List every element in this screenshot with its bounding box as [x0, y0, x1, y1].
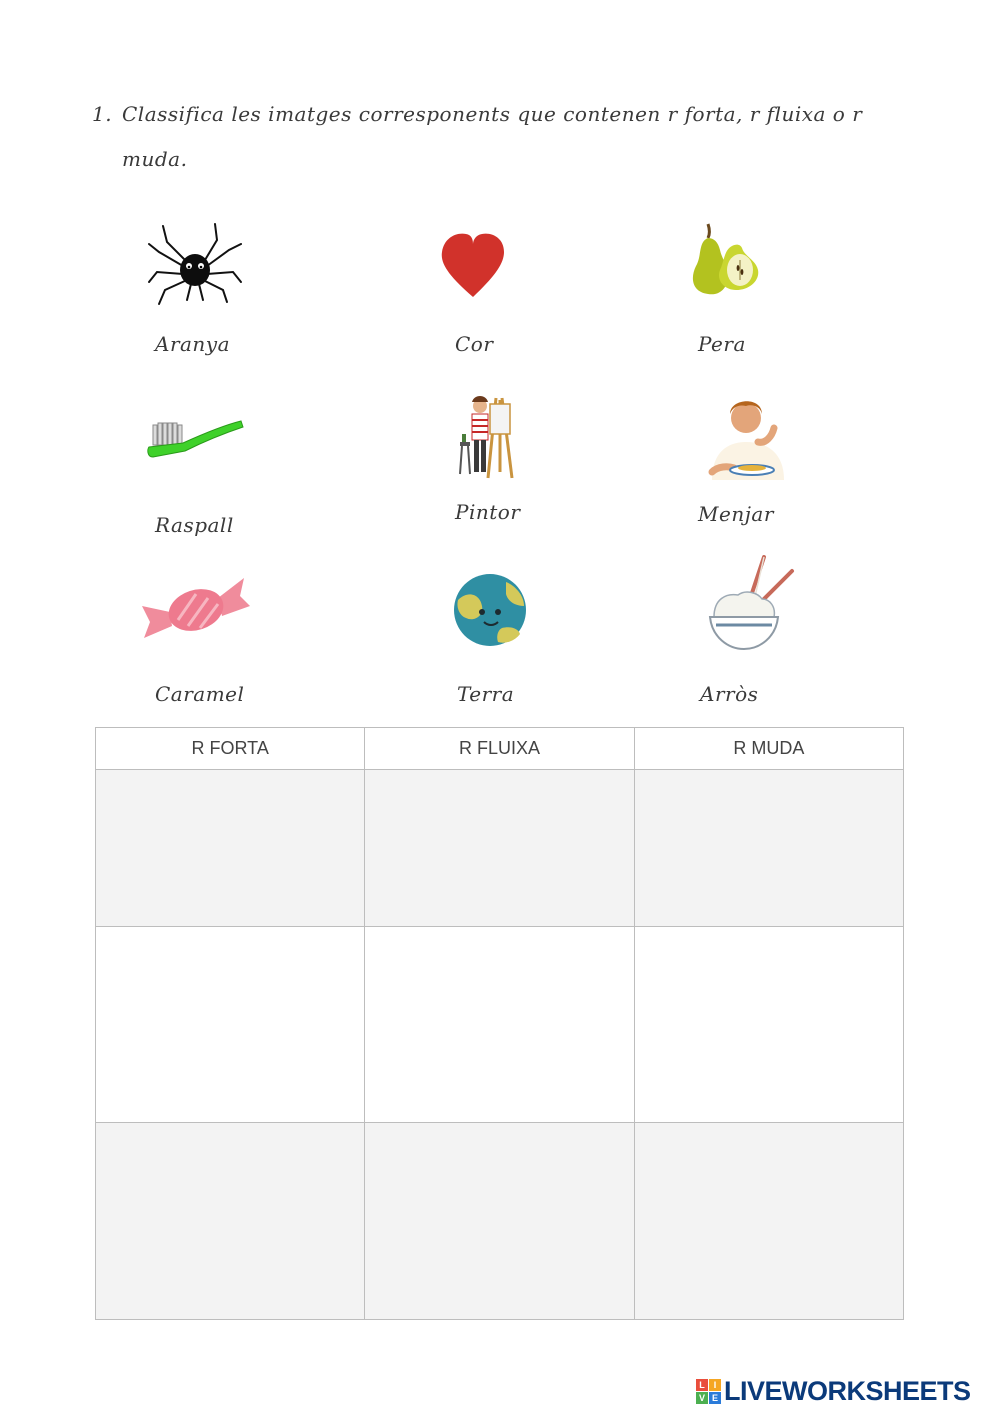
- classification-table: [95, 727, 904, 1320]
- exercise-number: 1.: [92, 102, 113, 126]
- liveworksheets-brand: [696, 1376, 971, 1407]
- pear-icon: [688, 222, 798, 312]
- item-label: Pintor: [455, 500, 521, 524]
- spider-icon: [145, 222, 255, 312]
- instruction-line-2: muda.: [122, 147, 188, 171]
- earth-icon: [452, 572, 562, 662]
- item-caramel[interactable]: [140, 572, 340, 712]
- drop-cell-r-muda-3[interactable]: [634, 1123, 903, 1320]
- item-label: Arròs: [700, 682, 759, 706]
- item-label: Caramel: [155, 682, 245, 706]
- header-r-muda: R MUDA: [634, 728, 903, 770]
- candy-icon: [140, 572, 250, 662]
- drop-cell-r-forta-3[interactable]: [96, 1123, 365, 1320]
- item-menjar[interactable]: [688, 392, 888, 532]
- item-pera[interactable]: [688, 222, 888, 362]
- drop-cell-r-muda-1[interactable]: [634, 770, 903, 927]
- item-aranya[interactable]: [145, 222, 345, 362]
- drop-cell-r-fluixa-1[interactable]: [365, 770, 634, 927]
- item-label: Raspall: [155, 513, 234, 537]
- heart-icon: [440, 222, 550, 312]
- liveworksheets-logo-icon: L I V E: [696, 1379, 721, 1404]
- item-arros[interactable]: [700, 555, 900, 706]
- rice-bowl-icon: [700, 555, 810, 655]
- item-label: Menjar: [698, 502, 774, 526]
- brand-name: LIVEWORKSHEETS: [724, 1376, 971, 1406]
- header-r-forta: R FORTA: [96, 728, 365, 770]
- toothbrush-icon: [145, 403, 255, 493]
- item-raspall[interactable]: [145, 403, 345, 543]
- drop-cell-r-fluixa-2[interactable]: [365, 927, 634, 1123]
- eating-person-icon: [688, 392, 798, 482]
- item-label: Aranya: [155, 332, 231, 356]
- drop-cell-r-fluixa-3[interactable]: [365, 1123, 634, 1320]
- item-terra[interactable]: [452, 572, 652, 712]
- item-cor[interactable]: [440, 222, 640, 362]
- drop-cell-r-forta-1[interactable]: [96, 770, 365, 927]
- item-label: Cor: [455, 332, 494, 356]
- exercise-instruction: [92, 92, 912, 182]
- painter-icon: [450, 390, 560, 480]
- instruction-line-1: Classifica les imatges corresponents que contenen r forta, r fluixa o r: [122, 102, 863, 126]
- item-label: Pera: [698, 332, 746, 356]
- drop-cell-r-muda-2[interactable]: [634, 927, 903, 1123]
- header-r-fluixa: R FLUIXA: [365, 728, 634, 770]
- drop-cell-r-forta-2[interactable]: [96, 927, 365, 1123]
- item-pintor[interactable]: [450, 390, 650, 530]
- item-label: Terra: [457, 682, 515, 706]
